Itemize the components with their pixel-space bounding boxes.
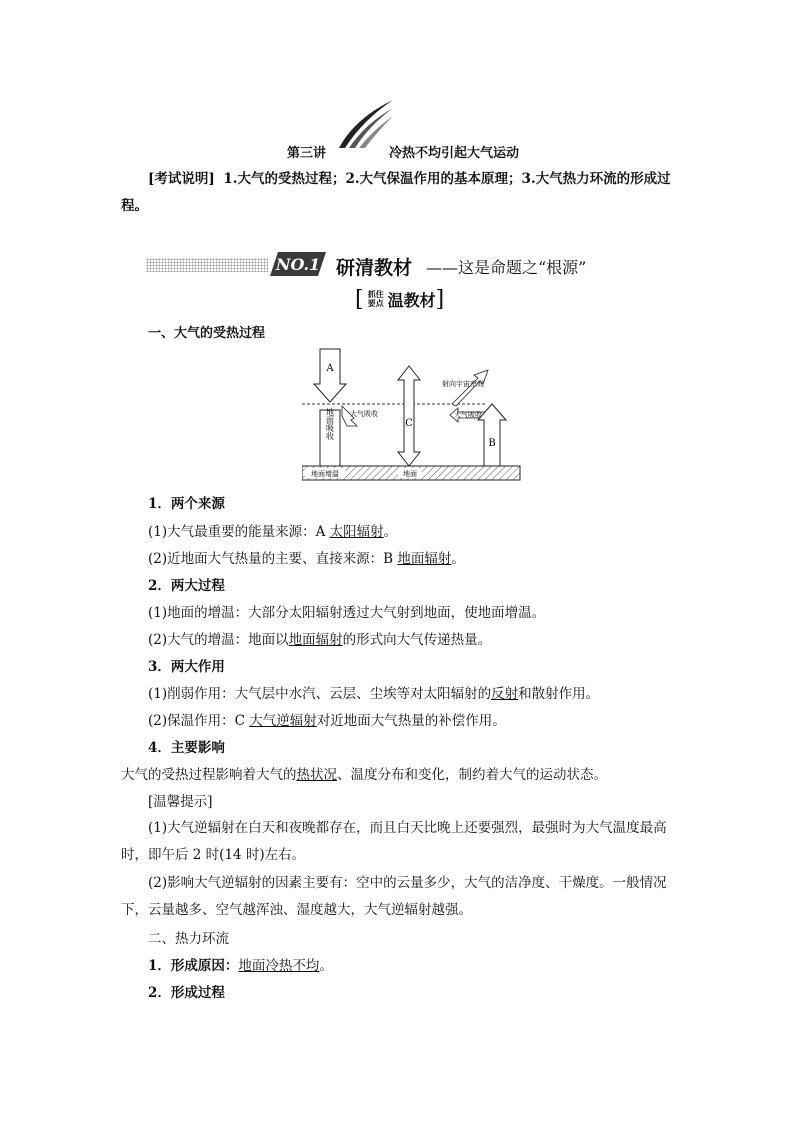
section2-item2: 2．形成过程 [148,985,225,1001]
banner-title: 研清教材 [336,257,413,279]
lecture-number: 第三讲 [287,146,327,161]
sub-badge-title: 温教材 [387,290,436,310]
exam-note-text: 1.大气的受热过程；2.大气保温作用的基本原理；3.大气热力环流的形成过程。 [121,171,671,214]
section2-item1: 1．形成原因：地面冷热不均。 [148,958,333,974]
no1-text: NO.1 [275,255,321,274]
item3-line1: (1)削弱作用：大气层中水汽、云层、尘埃等对太阳辐射的反射和散射作用。 [148,686,600,702]
arrow-c-icon [398,366,420,466]
ground-label: 地面 [403,470,417,478]
item4-line1: 大气的受热过程影响着大气的热状况、温度分布和变化，制约着大气的运动状态。 [121,767,607,783]
label-b: B [488,438,496,449]
item2-line2: (2)大气的增温：地面以地面辐射的形式向大气传递热量。 [148,632,492,648]
heating-process-diagram [302,344,522,484]
to-space-arrow-icon [452,370,488,406]
item3-heading: 3．两大作用 [148,659,225,675]
tip-2: (2)影响大气逆辐射的因素主要有：空中的云量多少，大气的洁净度、干燥度。一般情况下，云量越多、空气越浑浊、湿度越大，大气逆辐射越强。 [121,875,667,918]
exam-note [121,166,676,220]
tip-label: [温馨提示] [148,794,213,810]
atm-absorb-left-label: 大气吸收 [350,410,378,418]
arrow-a-icon [314,349,346,402]
to-space-label: 射向宇宙空间 [442,380,484,388]
item1-heading: 1．两个来源 [148,496,225,512]
sub-badge-small: 抓住要点 [367,289,384,308]
sub-badge: [ 抓住要点 温教材 ] [355,286,445,312]
item4-heading: 4．主要影响 [148,740,225,756]
tip-1: (1)大气逆辐射在白天和夜晚都存在，而且白天比晚上还要强烈，最强时为大气温度最高时，即午后 2 时(14 时)左右。 [121,820,667,863]
banner-subtitle: ——这是命题之“根源” [426,258,587,277]
item2-line1: (1)地面的增温：大部分太阳辐射透过大气射到地面，使地面增温。 [148,605,546,621]
ground-absorb-label: 地面吸收 [325,408,335,440]
section2-heading: 二、热力环流 [148,931,229,947]
item3-line2: (2)保温作用：C 大气逆辐射对近地面大气热量的补偿作用。 [148,713,506,729]
page-title [0,142,794,162]
ground-warm-label: 地面增温 [311,470,339,478]
no1-badge [270,252,326,276]
item1-line2: (2)近地面大气热量的主要、直接来源：B 地面辐射。 [148,551,465,567]
section1-heading: 一、大气的受热过程 [148,326,266,341]
item1-line1: (1)大气最重要的能量来源：A 太阳辐射。 [148,524,398,540]
lecture-title: 冷热不均引起大气运动 [389,146,520,161]
label-a: A [326,363,334,374]
section-banner [146,250,646,284]
label-c: C [405,418,413,429]
banner-dots [146,258,268,272]
item2-heading: 2．两大过程 [148,578,225,594]
exam-note-label: [考试说明] [148,171,215,187]
atm-absorb-right-label: 大气吸收 [454,411,482,419]
